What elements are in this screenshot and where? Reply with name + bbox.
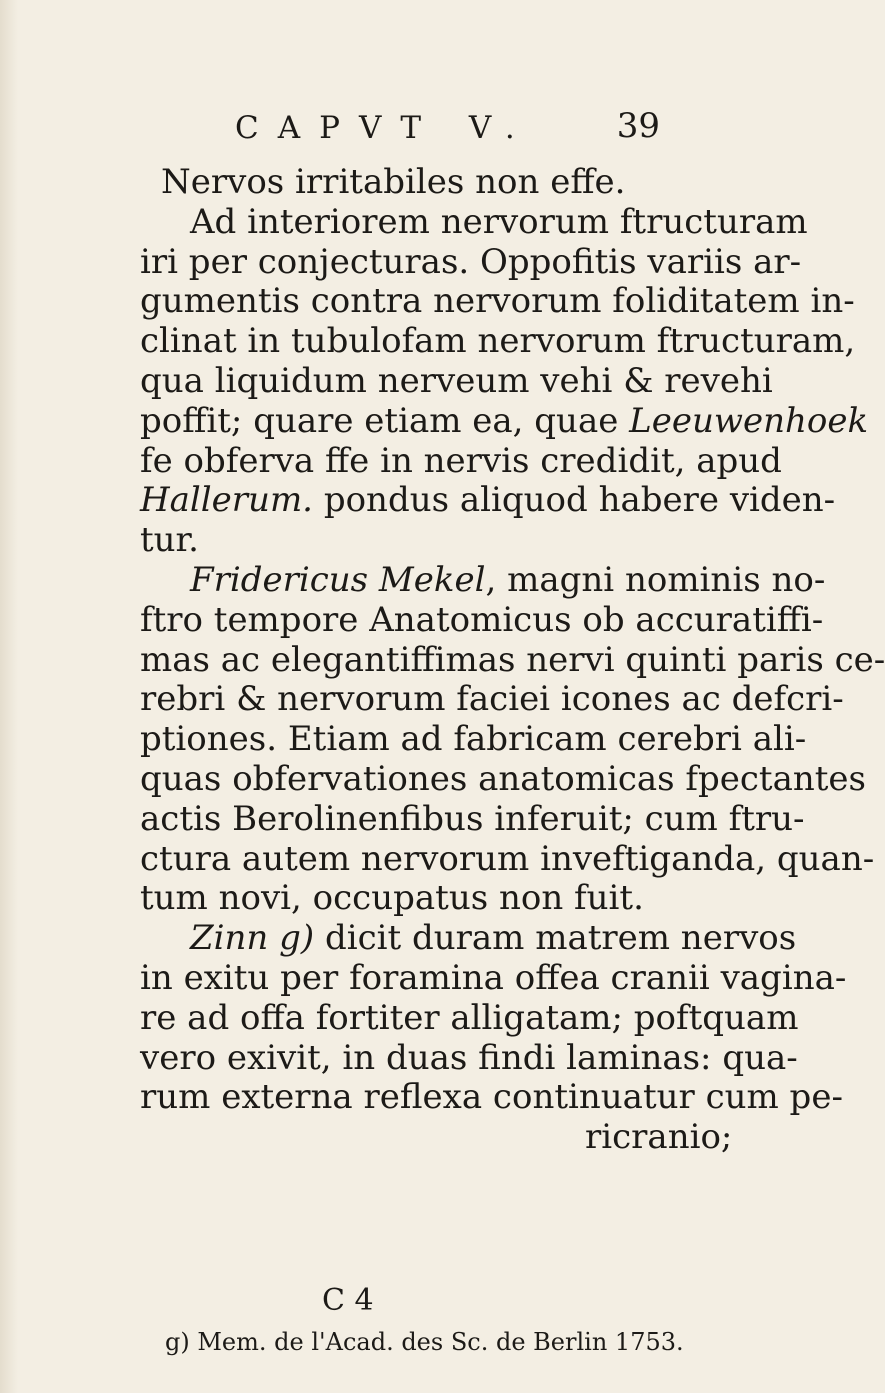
text-line [140, 559, 826, 601]
text-span: dicit duram matrem nervos [324, 918, 797, 959]
text-line [140, 480, 836, 521]
text-line: gumentis contra nervorum foliditatem in- [140, 281, 855, 322]
italic-name-leeuwenhoek: Leeuwenhoek [629, 400, 869, 441]
text-span: magni nominis no- [507, 559, 826, 600]
text-line: rebri & nervorum faciei icones ac defcri- [140, 679, 844, 720]
italic-name-zinn: Zinn g) [190, 918, 315, 959]
page-number: 39 [616, 106, 660, 146]
text-line: clinat in tubulofam nervorum ftructuram, [140, 321, 856, 362]
signature-mark: C 4 [322, 1283, 374, 1318]
text-line: ptiones. Etiam ad fabricam cerebri ali- [140, 719, 807, 760]
text-span: poffit; quare etiam ea, quae [140, 400, 619, 441]
comma: , [485, 559, 497, 600]
scan-edge-shadow [0, 0, 18, 1393]
text-line: Nervos irritabiles non effe. [161, 162, 626, 202]
text-line: vero exivit, in duas findi laminas: qua- [140, 1037, 798, 1078]
text-span: pondus aliquod habere viden- [323, 480, 836, 521]
italic-name-hallerum: Hallerum. [140, 480, 313, 521]
text-line: tum novi, occupatus non fuit. [140, 878, 644, 919]
footnote: g) Mem. de l'Acad. des Sc. de Berlin 1753. [165, 1328, 684, 1356]
text-line: quas obfervationes anatomicas fpectantes [140, 758, 866, 799]
page-header [235, 100, 660, 150]
body-text [140, 162, 885, 1158]
text-line: Ad interiorem nervorum ftructuram [190, 201, 808, 242]
text-line: ricranio; [585, 1117, 733, 1158]
text-line [140, 918, 797, 959]
text-line: re ad offa fortiter alligatam; poftquam [140, 997, 799, 1038]
text-line: qua liquidum nerveum vehi & revehi [140, 360, 773, 401]
text-line: in exitu per foramina offea cranii vagina- [140, 957, 847, 998]
text-line: tur. [140, 520, 199, 561]
italic-name-fridericus-mekel: Fridericus Mekel [190, 559, 486, 600]
text-line: ftro tempore Anatomicus ob accuratiffi- [140, 599, 824, 640]
text-line: actis Berolinenfibus inferuit; cum ftru- [140, 798, 805, 839]
text-line: iri per conjecturas. Oppofitis variis ar- [140, 241, 802, 282]
text-line: rum externa reflexa continuatur cum pe- [140, 1077, 843, 1118]
text-line: fe obferva ffe in nervis credidit, apud [140, 440, 782, 481]
text-line [140, 400, 869, 442]
text-line: mas ac elegantiffimas nervi quinti paris ce- [140, 639, 885, 680]
text-line: ctura autem nervorum inveftiganda, quan- [140, 838, 875, 879]
running-head: CAPVT V. [235, 110, 534, 146]
